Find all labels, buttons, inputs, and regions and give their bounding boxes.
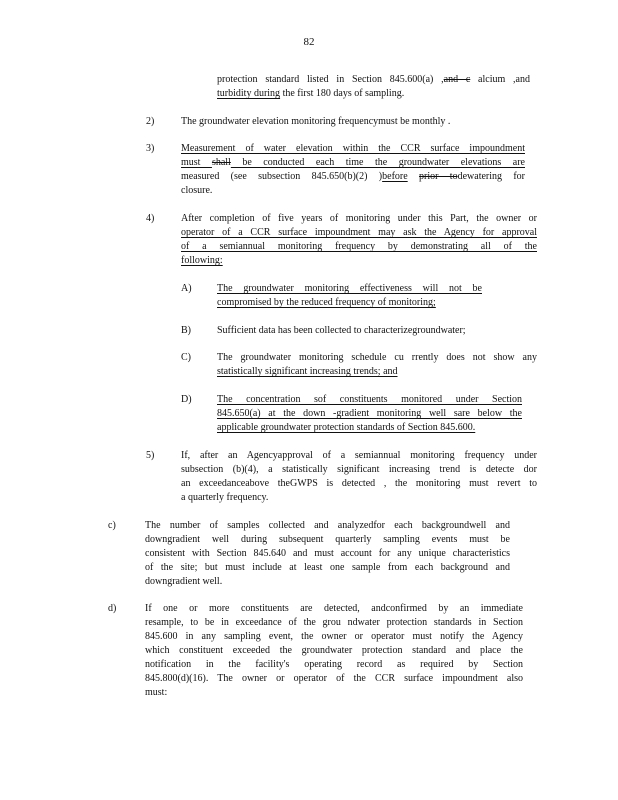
inserted-text: operator of a CCR surface impoundment may ask the Agency for approval	[181, 227, 537, 238]
text-line	[217, 87, 530, 101]
text-line	[217, 407, 522, 421]
text-line: The groundwater elevation monitoring frequencymust be monthly .	[181, 116, 451, 127]
item-4a-text	[217, 282, 482, 310]
item-d-text	[145, 602, 523, 700]
text-line: If, after an Agencyapproval of a semiannual monitoring frequency under	[181, 450, 537, 461]
inserted-text: turbidity during	[217, 88, 281, 99]
item-c-text	[145, 519, 510, 589]
text-line	[217, 73, 530, 87]
text-line	[217, 296, 482, 310]
text-line: an exceedanceabove theGWPS is detected , the monitoring must revert to	[181, 478, 537, 489]
item-label-d: d)	[108, 603, 117, 614]
inserted-text: compromised by the reduced frequency of monitoring;	[217, 297, 436, 308]
text-line	[217, 282, 482, 296]
text-line	[217, 421, 522, 435]
text-line: If one or more constituents are detected, andconfirmed by an immediate	[145, 603, 523, 614]
inserted-text: Measurement of water elevation within the CCR surface impoundment	[181, 143, 525, 154]
deleted-text: and c	[443, 74, 471, 85]
text-line: downgradient well.	[145, 576, 223, 587]
text-line: closure.	[181, 185, 213, 196]
text-line	[181, 156, 525, 170]
text-line: The number of samples collected and analyzedfor each backgroundwell and	[145, 520, 510, 531]
text-line: must:	[145, 687, 168, 698]
item-4c-text	[217, 351, 537, 379]
item-label-4d: D)	[181, 394, 192, 405]
text-line: Sufficient data has been collected to characterizegroundwater;	[217, 325, 466, 336]
text-line: subsection (b)(4), a statistically significant increasing trend is detecte dor	[181, 464, 537, 475]
page-number: 82	[303, 36, 315, 48]
inserted-text: before	[382, 171, 408, 182]
inserted-text: statistically significant increasing trends; and	[217, 366, 398, 377]
inserted-text: The groundwater monitoring effectiveness will not be	[217, 283, 482, 294]
text-segment: measured (see subsection 845.650(b)(2) )	[181, 171, 383, 182]
item-4b-text	[217, 324, 517, 338]
inserted-text: of a semiannual monitoring frequency by demonstrating all of the	[181, 241, 537, 252]
inserted-text: applicable groundwater protection standards of Section 845.600.	[217, 422, 476, 433]
item-2-text	[181, 115, 506, 129]
text-line: a quarterly frequency.	[181, 492, 269, 503]
item-label-4c: C)	[181, 352, 191, 363]
item-label-c: c)	[108, 520, 116, 531]
text-line: consistent with Section 845.640 and must account for any unique characteristics	[145, 548, 510, 559]
text-line: The groundwater monitoring schedule cu rrently does not show any	[217, 352, 537, 363]
text-line: notification in the facility's operating record as required by Section	[145, 659, 523, 670]
text-line: resample, to be in exceedance of the grou ndwater protection standards in Section	[145, 617, 523, 628]
item-4-text	[181, 212, 537, 268]
item-label-5: 5)	[146, 450, 155, 461]
deleted-text: shall	[211, 157, 231, 168]
text-segment	[408, 171, 419, 182]
text-segment: the first 180 days of sampling.	[280, 88, 405, 99]
item-label-2: 2)	[146, 116, 155, 127]
text-line: 845.600 in any sampling event, the owner or operator must notify the Agency	[145, 631, 523, 642]
item-label-4a: A)	[181, 283, 192, 294]
text-line: 845.800(d)(16). The owner or operator of the CCR surface impoundment also	[145, 673, 523, 684]
continuation-paragraph	[217, 73, 530, 101]
inserted-text: following:	[181, 255, 223, 266]
item-4d-text	[217, 393, 522, 435]
text-line	[181, 226, 537, 240]
text-line: downgradient well during subsequent quarterly sampling events must be	[145, 534, 510, 545]
text-segment: protection standard listed in Section 845.600(a) ,	[217, 74, 444, 85]
item-label-4b: B)	[181, 325, 191, 336]
text-segment: alcium ,and	[470, 74, 530, 85]
text-line	[181, 170, 525, 184]
text-line	[217, 393, 522, 407]
text-line	[181, 240, 537, 254]
text-line	[181, 254, 537, 268]
text-line	[217, 365, 537, 379]
deleted-text: prior to	[419, 171, 458, 182]
text-line	[181, 142, 525, 156]
text-line: After completion of five years of monitoring under this Part, the owner or	[181, 213, 537, 224]
text-line: of the site; but must include at least one sample from each background and	[145, 562, 510, 573]
inserted-text: must	[181, 157, 212, 168]
inserted-text: be conducted each time the groundwater elevations are	[230, 157, 525, 168]
item-3-text	[181, 142, 525, 198]
item-label-4: 4)	[146, 213, 155, 224]
item-5-text	[181, 449, 537, 505]
inserted-text: 845.650(a) at the down -gradient monitoring well sare below the	[217, 408, 522, 419]
text-line: which constituent exceeded the groundwater protection standard and place the	[145, 645, 523, 656]
item-label-3: 3)	[146, 143, 155, 154]
inserted-text: The concentration sof constituents monitored under Section	[217, 394, 522, 405]
text-segment: dewatering for	[457, 171, 526, 182]
